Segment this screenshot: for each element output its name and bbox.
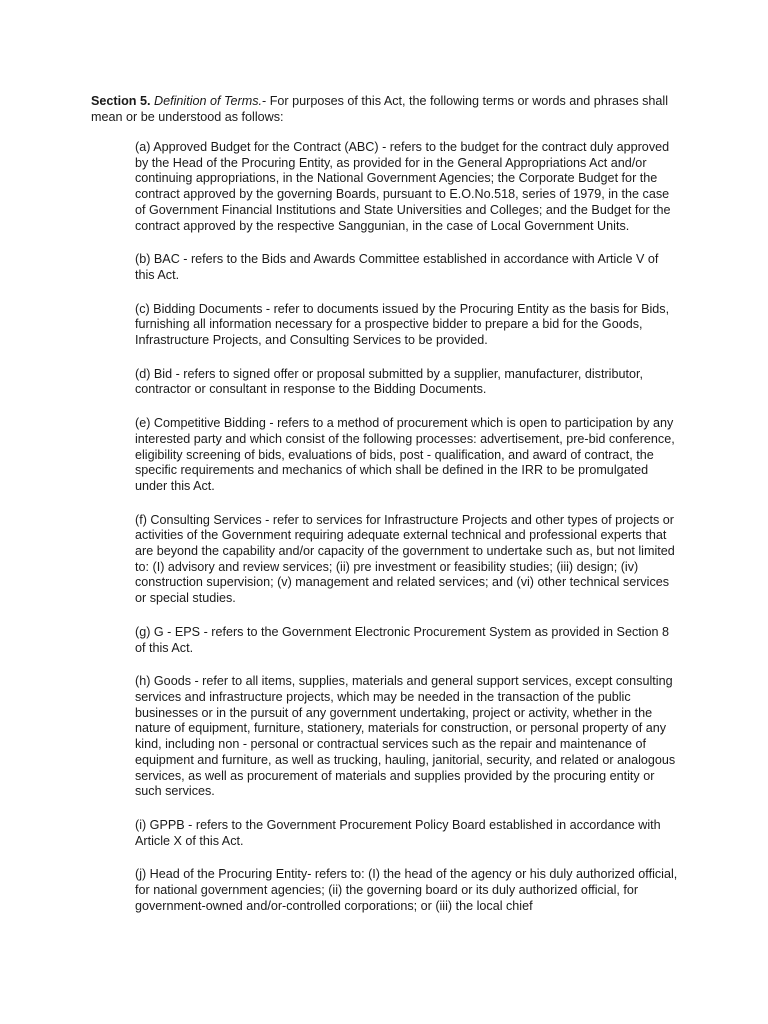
- definition-g-eps: (g) G - EPS - refers to the Government Electronic Procurement System as provided in Section 8 of this Act.: [135, 624, 670, 655]
- definition-gppb: (i) GPPB - refers to the Government Procurement Policy Board established in accordance with Article X of this Act.: [135, 817, 661, 848]
- definition-consulting-services: (f) Consulting Services - refer to services for Infrastructure Projects and other types of projects or activities of the Government requiring adequate external technical and professional experts that are beyond the capability and/or capacity of the government to undertake such as, but not limited to: (I) advisory and review services; (ii) pre investment or feasibility studies; (iii) design; (iv) construction supervision; (v) management and related services; and (vi) other technical services or special studies.: [135, 512, 675, 606]
- section-heading: Section 5.: [91, 94, 151, 108]
- section-term: Definition of Terms.: [154, 94, 263, 108]
- section-intro: [91, 93, 691, 125]
- definition-bac: (b) BAC - refers to the Bids and Awards Committee established in accordance with Article V of this Act.: [135, 252, 659, 282]
- definition-abc: (a) Approved Budget for the Contract (ABC) - refers to the budget for the contract duly approved by the Head of the Procuring Entity, as provided for in the General Appropriations Act and/or continuing appropriations, in the National Government Agencies; the Corporate Budget for the contract approved by the governing Boards, pursuant to E.O.No.518, series of 1979, in the case of Government Financial Institutions and State Universities and Colleges; and the Budget for the contract approved by the respective Sanggunian, in the case of Local Government Units.: [135, 140, 671, 233]
- definitions-list: [135, 140, 680, 932]
- definition-bidding-documents: (c) Bidding Documents - refer to documents issued by the Procuring Entity as the basis for Bids, furnishing all information necessary for a prospective bidder to prepare a bid for the Goods, Infrastructure Projects, and Consulting Services to be provided.: [135, 301, 670, 348]
- definition-bid: (d) Bid - refers to signed offer or proposal submitted by a supplier, manufacturer, distributor, contractor or consultant in response to the Bidding Documents.: [135, 366, 643, 397]
- definition-head-of-procuring-entity: (j) Head of the Procuring Entity- refers to: (I) the head of the agency or his duly authorized official, for national government agencies; (ii) the governing board or its duly authorized official, for government-owned and/or-controlled corporations; or (iii) the local chief: [135, 867, 678, 913]
- definition-competitive-bidding: (e) Competitive Bidding - refers to a method of procurement which is open to participation by any interested party and which consist of the following processes: advertisement, pre-bid conference, eligibility screening of bids, evaluations of bids, post - qualification, and award of contract, the specific requirements and mechanics of which shall be defined in the IRR to be promulgated under this Act.: [135, 416, 675, 493]
- definition-goods: (h) Goods - refer to all items, supplies, materials and general support services, except consulting services and infrastructure projects, which may be needed in the transaction of the public businesses or in the pursuit of any government undertaking, project or activity, whether in the nature of equipment, furniture, stationery, materials for construction, or personal property of any kind, including non - personal or contractual services such as the repair and maintenance of equipment and furniture, as well as trucking, hauling, janitorial, security, and related or analogous services, as well as procurement of materials and supplies provided by the procuring entity or such services.: [135, 674, 676, 799]
- section-intro-text: - For purposes of this Act, the following terms or words and phrases shall mean or be understood as follows:: [91, 94, 669, 124]
